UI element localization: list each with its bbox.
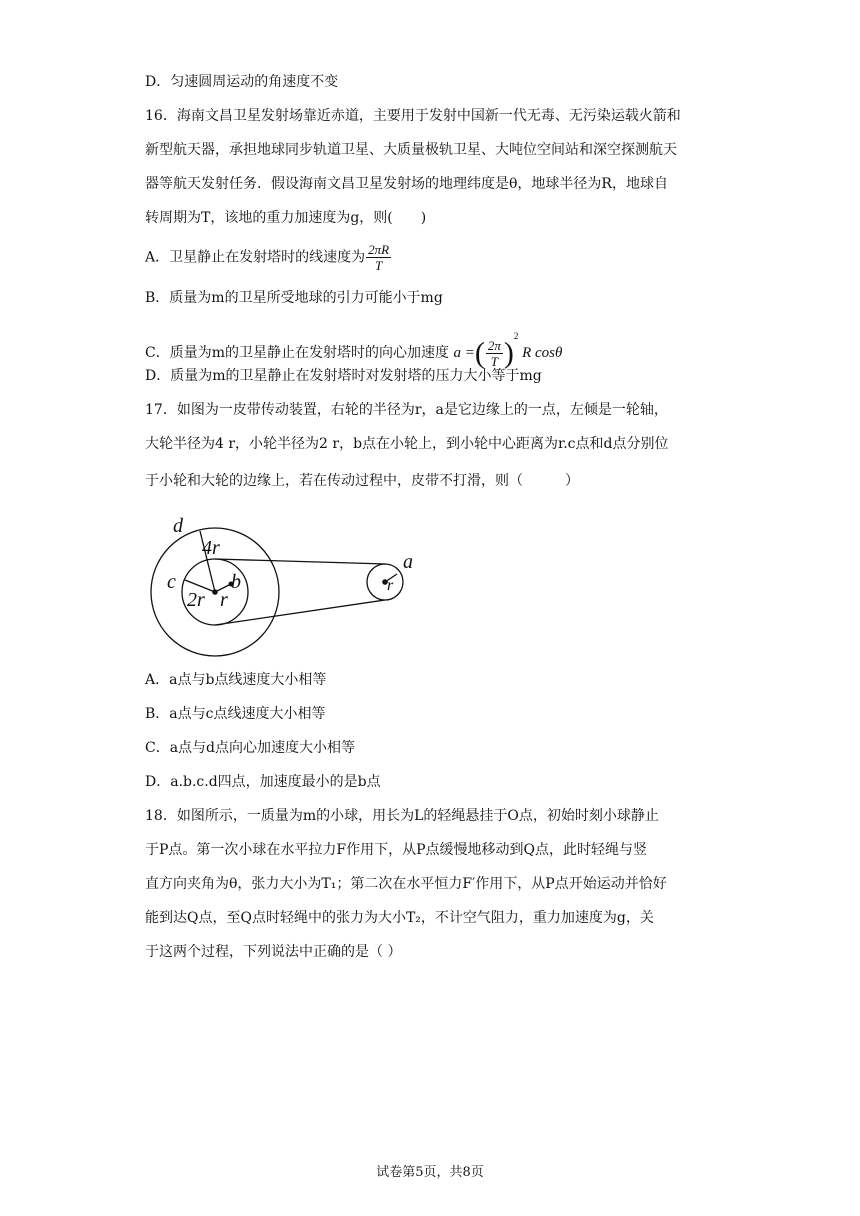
page-footer: 试卷第5页，共8页 — [376, 1165, 484, 1180]
belt-top — [215, 559, 385, 564]
q18-stem-line-5: 于这两个过程，下列说法中正确的是（ ） — [145, 944, 402, 960]
label-4r: 4r — [202, 537, 220, 559]
q16-stem-line-4: 转周期为T，该地的重力加速度为g，则( ) — [145, 210, 427, 226]
label-c: c — [167, 571, 176, 593]
label-r-right: r — [387, 577, 394, 594]
q16-option-a-text: A．卫星静止在发射塔时的线速度为 — [145, 249, 366, 266]
q16-stem-line-3: 器等航天发射任务．假设海南文昌卫星发射场的地理纬度是θ，地球半径为R，地球自 — [145, 176, 668, 192]
q16-option-d: D．质量为m的卫星静止在发射塔时对发射塔的压力大小等于mg — [145, 368, 542, 384]
q17-stem-line-2: 大轮半径为4 r，小轮半径为2 r，b点在小轮上，到小轮中心距离为r.c点和d点分别位 — [145, 436, 669, 452]
q16-option-a-fraction: $\frac{2\pi R}{T}$ — [368, 242, 390, 273]
q16-option-c-formula: a =( $\frac{2\pi}{T}$ )$^2$ R cosθ — [453, 331, 563, 370]
q17-option-b: B．a点与c点线速度大小相等 — [145, 706, 326, 722]
q18-stem-line-2: 于P点。第一次小球在水平拉力F作用下，从P点缓慢地移动到Q点，此时轻绳与竖 — [145, 842, 648, 858]
q17-stem-line-3: 于小轮和大轮的边缘上，若在传动过程中，皮带不打滑，则（ ） — [145, 473, 579, 489]
q16-stem-line-2: 新型航天器，承担地球同步轨道卫星、大质量极轨卫星、大吨位空间站和深空探测航天 — [145, 142, 677, 158]
q16-option-c — [145, 326, 562, 369]
q15-option-d: D．匀速圆周运动的角速度不变 — [145, 74, 339, 90]
q16-option-c-text: C．质量为m的卫星静止在发射塔时的向心加速度 — [145, 345, 449, 361]
q17-option-d: D．a.b.c.d四点，加速度最小的是b点 — [145, 774, 381, 790]
q17-option-a: A．a点与b点线速度大小相等 — [145, 672, 327, 688]
label-d: d — [173, 515, 183, 537]
q18-stem-line-4: 能到达Q点，至Q点时轻绳中的张力为大小T₂，不计空气阻力，重力加速度为g，关 — [145, 910, 654, 926]
label-2r: 2r — [187, 589, 205, 611]
center-left — [212, 589, 218, 595]
label-r-left: r — [220, 589, 228, 611]
q18-stem-line-3: 直方向夹角为θ，张力大小为T₁；第二次在水平恒力F′作用下，从P点开始运动并恰好 — [145, 876, 667, 892]
q16-stem-line-1: 16．海南文昌卫星发射场靠近赤道，主要用于发射中国新一代无毒、无污染运载火箭和 — [145, 108, 681, 124]
q16-option-b: B．质量为m的卫星所受地球的引力可能小于mg — [145, 290, 443, 306]
q17-stem-line-1: 17．如图为一皮带传动装置，右轮的半径为r，a是它边缘上的一点，左倾是一轮轴， — [145, 402, 668, 418]
q18-stem-line-1: 18．如图所示，一质量为m的小球，用长为L的轻绳悬挂于O点，初始时刻小球静止 — [145, 808, 659, 824]
belt-drive-diagram — [145, 512, 425, 662]
q16-option-a — [145, 242, 392, 273]
label-b: b — [231, 571, 241, 593]
label-a: a — [403, 551, 413, 573]
q17-option-c: C．a点与d点向心加速度大小相等 — [145, 740, 356, 756]
